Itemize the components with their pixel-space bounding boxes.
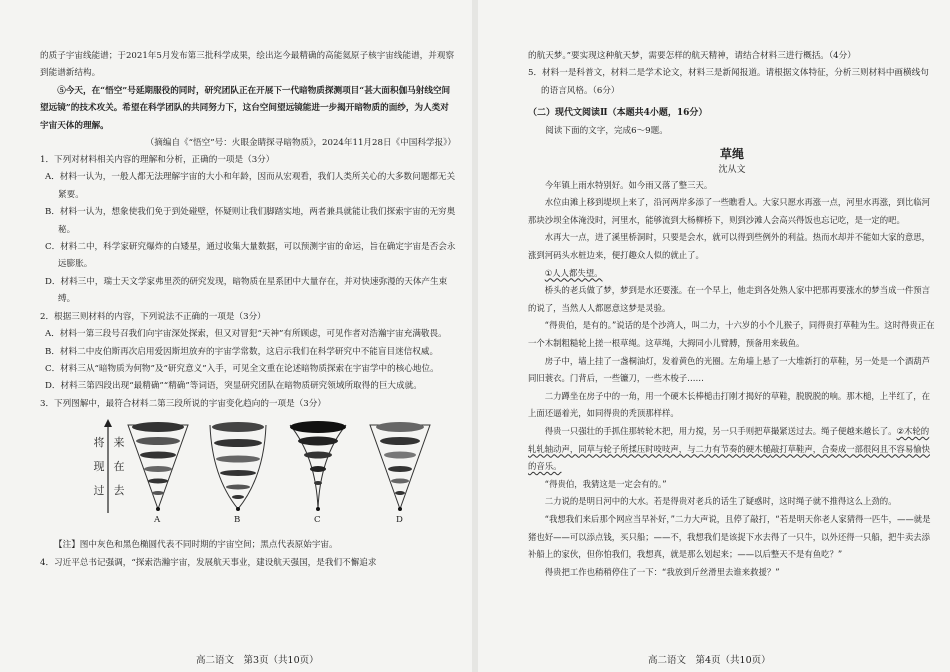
question-4-continued: 的航天梦。”要实现这种航天梦，需要怎样的航天精神，请结合材料三进行概括。（4分） <box>528 51 856 61</box>
story-paragraph: 今年镇上雨水特别好。如今雨又落了整三天。 <box>544 179 713 190</box>
question-3-stem: 3．下列图解中，最符合材料二第三段所说的宇宙变化趋向的一项是（3分） <box>40 398 326 409</box>
arrow-label: 在 <box>113 460 125 474</box>
question-2-option-c: C．材料三从“暗物质为何物”及“研究意义”入手，可见全文重在论述暗物质探索在宇宙学中的核心地位。 <box>45 363 439 374</box>
cone-a <box>128 422 188 511</box>
arrow-label: 过 <box>93 484 105 498</box>
section-heading: （二）现代文阅读Ⅱ（本题共4小题，16分） <box>528 108 708 119</box>
question-1-option-b: B．材料一认为，想象使我们免于到处碰壁，怀疑则让我们脚踏实地，两者兼具就能让我们探索宇宙的无穷奥秘。 <box>45 207 456 235</box>
left-page <box>0 0 470 672</box>
cone-d <box>370 422 430 511</box>
reading-instruction: 阅读下面的文字，完成6～9题。 <box>545 126 668 137</box>
marked-sentence-2-cont: 敲打草鞋声，合奏成一部很闷且不容易愉快的音乐。 <box>528 443 930 472</box>
story-author: 沈从文 <box>718 164 746 175</box>
story-paragraph: 水位由滩上移到堤坝上来了，沿河两岸多添了一些瞧看人。大家只愿水再涨一点，河里水再涨，到比临河那块沙坝全体淹没时，河里水，能够流到大杨柳桥下，则到沙滩人会高兴得饭也忘记吃，是一定的吧。 <box>528 197 931 225</box>
story-paragraph: 房子中，墙上挂了一盏桐油灯，发着黄色的光圈。左角墙上悬了一大堆新打的草鞋，另一处是一个酒葫芦同旧蓑衣。门背后，一些镰刀，一些木梭子…… <box>528 355 931 384</box>
question-2-option-b: B．材料二中皮伯斯再次启用爱因斯坦放弃的宇宙学常数，这启示我们在科学研究中不能盲目迷信权威。 <box>45 346 439 357</box>
question-1-option-c: C．材料二中，科学家研究爆炸的白矮星，通过收集大量数据，可以预测宇宙的命运，旨在确定宇宙是否会永远膨胀。 <box>45 242 456 270</box>
cone-label-c: C <box>314 515 321 526</box>
cone-label-d: D <box>396 515 403 526</box>
question-5: 5．材料一是科普文，材料二是学术论文，材料三是新闻报道。请根据文体特征，分析三则材料中画横线句的语言风格。（6分） <box>528 68 929 96</box>
cone-b <box>210 422 266 511</box>
question-1-option-d: D．材料三中，瑞士天文学家弗里茨的研究发现，暗物质在星系团中大量存在，并对快速弥漫的天体产生束缚。 <box>45 276 448 305</box>
story-paragraph: “我想我们来后那个网应当早补好，”二力大声说，且停了敲打，“若是明天你老人家猜得一匹牛，——就是猪也好——可以添点钱，买只船；——不，我想我们是该捉下水去得了一只牛，以外还得一只船，把牛卖去添补船上的家伙，但你怕我们，我想真，就是那么划起来；——以后整天不是有鱼吃？” <box>528 513 931 560</box>
marked-sentence-2: ②木轮的轧轧轴动声，同草与轮子所揉压时吱吱声，与二力有节奏的硬木槌 <box>528 425 930 454</box>
intro-paragraph: 的质子宇宙线能谱；于2021年5月发布第三批科学成果，绘出迄今最精确的高能氦原子核宇宙线能谱，并观察到能谱新结构。 <box>40 51 455 79</box>
story-paragraph: 二力说的是明日河中的大水。若是得贵对老兵的话生了疑惑时，这时绳子就不推得这么上劲的。 <box>544 496 897 507</box>
question-1-stem: 1．下列对材料相关内容的理解和分析，正确的一项是（3分） <box>40 155 275 166</box>
universe-diagram <box>40 417 456 537</box>
story-paragraph: “得贵伯，是有的。”说话的是个沙湾人，叫二力，十六岁的小个儿猴子，同得贵打草鞋为生。这时得贵正在一个木制粗糙轮上搓一根草绳。这草绳，大拇同小儿臂膊，预备用来载鱼。 <box>528 320 935 348</box>
page-footer: 高二语文 第4页（共10页） <box>648 655 771 666</box>
story-paragraph: 得贵一只强壮的手抓住那转轮木把，用力搅，另一只手则把草撮紧送过去。绳子便越来越长了。 <box>544 425 897 436</box>
question-2-option-d: D．材料三第四段出现“最精确”“精确”等词语，突显研究团队在暗物质研究领域所取得的巨大成就。 <box>45 381 422 392</box>
page-footer: 高二语文 第3页（共10页） <box>196 655 319 666</box>
cone-label-b: B <box>234 515 241 526</box>
question-1-option-a: A．材料一认为，一般人都无法理解宇宙的大小和年龄，因而从宏观看，我们人类所关心的大多数问题都无关紧要。 <box>45 172 456 200</box>
story-paragraph: 得贵把工作也稍稍停住了一下：“我放到斤丝滑里去谁来救援？” <box>544 566 780 577</box>
right-page <box>478 0 950 672</box>
story-paragraph: 二力蹲坐在房子中的一角，用一个硬木长棒槌击打刚才揭好的草鞋，脱脱脱的响。那木槌，上半红了，在上面还逼着光，如同得贵的秃顶那样样。 <box>528 390 931 419</box>
universe-cones <box>40 417 460 529</box>
marked-sentence-1: ①人人都失望。 <box>544 267 603 278</box>
arrow-label: 将 <box>93 436 105 450</box>
question-4-stem: 4．习近平总书记强调，“探索浩瀚宇宙，发展航天事业，建设航天强国，是我们不懈追求 <box>40 557 377 568</box>
arrow-label: 来 <box>113 436 125 450</box>
arrow-label: 去 <box>113 484 125 498</box>
question-2-option-a: A．材料一第三段号召我们向宇宙深处探索，但又对冒犯“天神”有所顾虑，可见作者对浩瀚宇宙充满敬畏。 <box>45 329 447 340</box>
story-paragraph: 水再大一点，进了溪里桥洞时，只要是会水，就可以得到些例外的利益。热而水却并不能如大家的意思，涨到河码头水桩边来，便打趣众人似的就止了。 <box>528 232 931 260</box>
time-arrow <box>104 419 112 513</box>
cone-label-a: A <box>154 515 161 526</box>
cone-c <box>290 421 346 511</box>
story-paragraph: “得贵伯，我猜这是一定会有的。” <box>544 478 667 489</box>
story-title: 草绳 <box>719 146 744 161</box>
diagram-note: 【注】图中灰色和黑色椭圆代表不同时期的宇宙空间；黑点代表原始宇宙。 <box>54 540 338 551</box>
intro-paragraph: ⑤今天，在“悟空”号延期服役的同时，研究团队正在开展下一代暗物质探测项目“甚大面积伽马射线空间望远镜”的技术攻关。希望在科学团队的共同努力下，这台空间望远镜能进一步揭开暗物质的面纱，为人类对宇宙天体的理解。 <box>40 85 451 131</box>
question-2-stem: 2．根据三则材料的内容，下列说法不正确的一项是（3分） <box>40 311 266 322</box>
arrow-label: 现 <box>93 460 105 474</box>
source-citation: （摘编自《“悟空”号：火眼金睛探寻暗物质》，2024年11月28日《中国科学报》） <box>145 138 456 149</box>
story-paragraph: 桥头的老兵做了梦，梦到是水还要涨。在一个早上，他走到各处熟人家中把那再要涨水的梦当成一件预言的说了，当然人人都愿意这梦是灵验。 <box>528 285 931 313</box>
